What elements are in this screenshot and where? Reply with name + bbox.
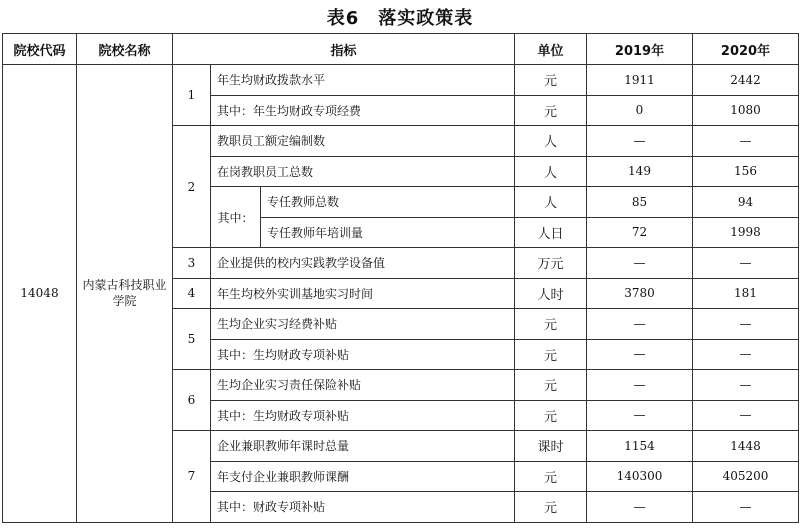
- value-2020: 94: [693, 187, 799, 218]
- value-2019: 72: [587, 217, 693, 248]
- group-number: 4: [173, 278, 211, 309]
- header-row: [3, 34, 799, 65]
- indicator-label: 其中：财政专项补贴: [211, 492, 515, 523]
- group-number: 3: [173, 248, 211, 279]
- indicator-label: 专任教师总数: [261, 187, 515, 218]
- value-2019: —: [587, 400, 693, 431]
- value-2020: 1448: [693, 431, 799, 462]
- unit-cell: 万元: [515, 248, 587, 279]
- unit-cell: 人: [515, 187, 587, 218]
- value-2019: 0: [587, 95, 693, 126]
- indicator-label: 其中：年生均财政专项经费: [211, 95, 515, 126]
- indicator-label: 生均企业实习经费补贴: [211, 309, 515, 340]
- value-2019: 85: [587, 187, 693, 218]
- indicator-label: 专任教师年培训量: [261, 217, 515, 248]
- value-2019: —: [587, 309, 693, 340]
- value-2020: —: [693, 370, 799, 401]
- unit-cell: 人时: [515, 278, 587, 309]
- sub-group-label: 其中：: [211, 187, 261, 248]
- value-2019: 149: [587, 156, 693, 187]
- value-2020: 2442: [693, 65, 799, 96]
- header-name: 院校名称: [77, 34, 173, 65]
- group-number: 5: [173, 309, 211, 370]
- school-name: 内蒙古科技职业学院: [77, 65, 173, 523]
- indicator-label: 生均企业实习责任保险补贴: [211, 370, 515, 401]
- indicator-label: 教职员工额定编制数: [211, 126, 515, 157]
- value-2020: 181: [693, 278, 799, 309]
- unit-cell: 人: [515, 126, 587, 157]
- unit-cell: 人日: [515, 217, 587, 248]
- group-number: 7: [173, 431, 211, 523]
- value-2019: —: [587, 339, 693, 370]
- indicator-label: 企业兼职教师年课时总量: [211, 431, 515, 462]
- indicator-label: 年生均校外实训基地实习时间: [211, 278, 515, 309]
- header-indicator: 指标: [173, 34, 515, 65]
- value-2020: 1998: [693, 217, 799, 248]
- indicator-label: 年支付企业兼职教师课酬: [211, 461, 515, 492]
- school-code: 14048: [3, 65, 77, 523]
- value-2019: 140300: [587, 461, 693, 492]
- header-unit: 单位: [515, 34, 587, 65]
- unit-cell: 元: [515, 461, 587, 492]
- value-2019: 1911: [587, 65, 693, 96]
- header-2020: 2020年: [693, 34, 799, 65]
- value-2019: 3780: [587, 278, 693, 309]
- unit-cell: 课时: [515, 431, 587, 462]
- header-code: 院校代码: [3, 34, 77, 65]
- unit-cell: 元: [515, 370, 587, 401]
- table-row: [3, 65, 799, 96]
- value-2019: 1154: [587, 431, 693, 462]
- value-2019: —: [587, 370, 693, 401]
- value-2020: —: [693, 126, 799, 157]
- unit-cell: 元: [515, 339, 587, 370]
- unit-cell: 元: [515, 65, 587, 96]
- value-2020: —: [693, 248, 799, 279]
- group-number: 2: [173, 126, 211, 248]
- header-2019: 2019年: [587, 34, 693, 65]
- unit-cell: 人: [515, 156, 587, 187]
- group-number: 1: [173, 65, 211, 126]
- unit-cell: 元: [515, 95, 587, 126]
- group-number: 6: [173, 370, 211, 431]
- table-title: 表6 落实政策表: [326, 8, 474, 29]
- value-2020: —: [693, 339, 799, 370]
- value-2019: —: [587, 126, 693, 157]
- unit-cell: 元: [515, 400, 587, 431]
- value-2020: 156: [693, 156, 799, 187]
- value-2020: 1080: [693, 95, 799, 126]
- unit-cell: 元: [515, 309, 587, 340]
- indicator-label: 其中：生均财政专项补贴: [211, 400, 515, 431]
- unit-cell: 元: [515, 492, 587, 523]
- value-2019: —: [587, 492, 693, 523]
- value-2019: —: [587, 248, 693, 279]
- value-2020: —: [693, 400, 799, 431]
- value-2020: 405200: [693, 461, 799, 492]
- policy-table: [2, 33, 799, 523]
- indicator-label: 年生均财政拨款水平: [211, 65, 515, 96]
- indicator-label: 其中：生均财政专项补贴: [211, 339, 515, 370]
- value-2020: —: [693, 309, 799, 340]
- value-2020: —: [693, 492, 799, 523]
- indicator-label: 企业提供的校内实践教学设备值: [211, 248, 515, 279]
- indicator-label: 在岗教职员工总数: [211, 156, 515, 187]
